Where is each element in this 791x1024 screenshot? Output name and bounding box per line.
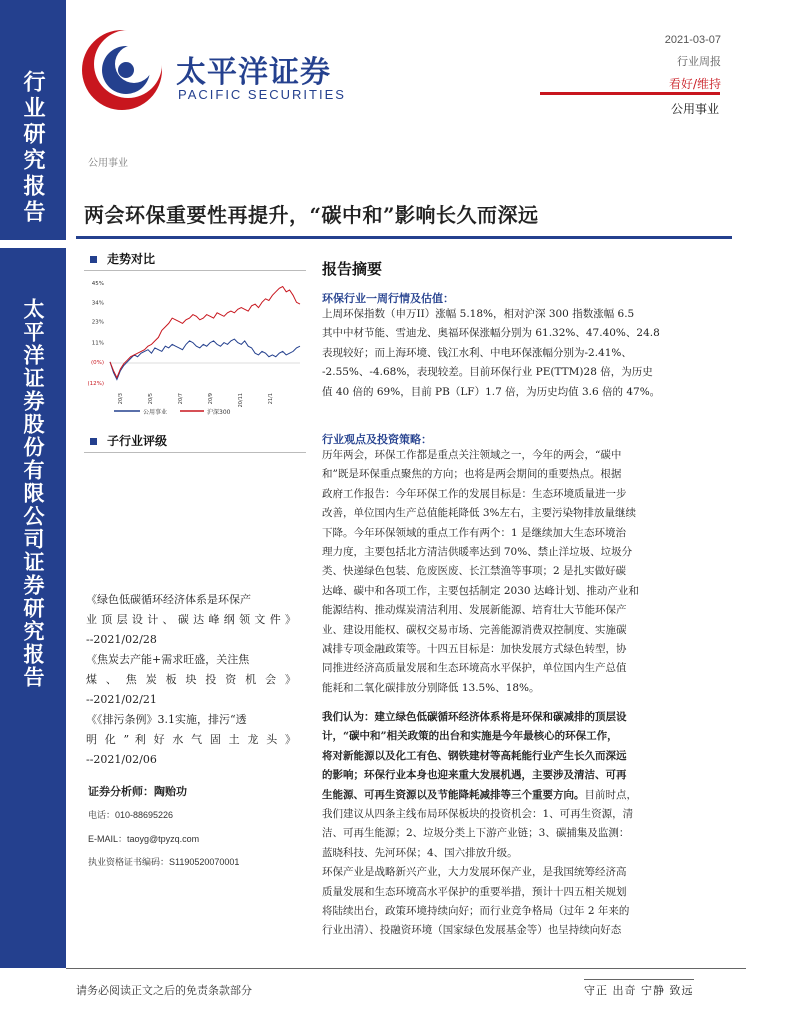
legend-label-hs300: 沪深300 [207,409,231,416]
trend-section-rule [84,270,306,271]
text-line: 环保产业是战略新兴产业，大力发展环保产业，是我国统筹经济高 [322,866,627,879]
text-line: 将陆续出台，政策环境持续向好；而行业竞争格局（过年 2 年来的 [322,905,630,918]
report-date: --2021/02/06 [86,753,157,766]
y-tick-label: 11% [91,340,104,347]
x-tick-label: 20/7 [178,393,184,405]
series-line-hs300 [110,287,300,378]
sub-rating-section-label: 子行业评级 [90,432,167,449]
title-rule [76,236,732,239]
text-line: 改善，单位国内生产总值能耗降低 3%左右，主要污染物排放量继续 [322,507,636,520]
header-industry: 公用事业 [670,102,719,116]
text-line: 能源结构、推动煤炭清洁利用、发展新能源、培育壮大节能环保产 [322,604,627,617]
mixed-text-line [322,786,724,805]
report-title-line: 《《排污条例》3.1实施，排污“透 [86,713,247,726]
report-title-line: 《绿色低碳循环经济体系是环保产 [86,593,251,606]
text-line: 其中中材节能、雪迪龙、奥福环保涨幅分别为 61.32%、47.40%、24.8 [322,327,660,340]
strategy-paragraph [322,446,724,698]
brand-name-en: PACIFIC SECURITIES [178,87,346,102]
report-item[interactable] [86,710,296,770]
bold-text-line: 我们认为：建立绿色低碳循环经济体系将是环保和碳减排的顶层设 [322,711,627,723]
x-tick-label: 20/3 [118,393,124,405]
text-line: 我们建议从四条主线布局环保板块的投资机会：1、可再生资源，清 [322,808,634,821]
bullet-square-icon [90,438,97,445]
text-line: 和”既是环保重点聚焦的方向；也将是两会期间的重要热点。根据 [322,468,622,481]
report-title-line: 《焦炭去产能+需求旺盛，关注焦 [86,653,250,666]
sidebar-top-text: 行业研究报告 [20,70,46,226]
text-line: 政府工作报告：今年环保工作的发展目标是：生态环境质量进一步 [322,487,627,500]
report-date: 2021-03-07 [664,34,721,46]
analyst-email[interactable]: E-MAIL：taoyg@tpyzq.com [88,834,200,844]
text-line: 同推进经济高质量发展和生态环境高水平保护，单位国内生产总值 [322,662,627,675]
bold-text-line: 计，“碳中和”相关政策的出台和实施是今年最核心的环保工作， [322,730,618,743]
footer-motto: 守正 出奇 宁静 致远 [584,979,694,998]
text-line: 能耗和二氧化碳排放分别降低 13.5%、18%。 [322,681,540,694]
text-line: 表现较好；而上海环境、钱江水利、中电环保涨幅分别为-2.41%、 [322,346,632,359]
header-red-rule [540,92,720,95]
related-reports [86,590,296,770]
analyst-license: 执业资格证书编码：S1190520070001 [88,857,240,867]
series-line-utilities [110,339,300,379]
x-tick-label: 20/11 [238,393,244,408]
sidebar-bottom-text: 太平洋证券股份有限公司证券研究报告 [21,298,46,689]
text-line: 洁、可再生能源；2、垃圾分类上下游产业链；3、碳捕集及监测： [322,827,630,840]
text-line: 历年两会，环保工作都是重点关注领域之一，今年的两会，“碳中 [322,449,622,461]
text-line: 达峰、碳中和各项工作，主要包括制定 2030 达峰计划、推动产业和 [322,584,639,597]
text-line: 类、快递绿色包装、危废医废、长江禁渔等事项；2 是扎实做好碳 [322,565,627,578]
trend-chart [80,275,310,425]
footer-disclaimer: 请务必阅读正文之后的免责条款部分 [76,984,252,997]
market-paragraph [322,305,724,402]
report-title-line: 煤 、 焦 炭 板 块 投 资 机 会 》 [86,673,296,686]
x-tick-label: 21/1 [268,393,274,405]
footer-rule [66,968,746,969]
report-date: --2021/02/21 [86,693,157,706]
text-line: 理力度，主要包括北方清洁供暖率达到 70%、禁止洋垃圾、垃圾分 [322,546,633,559]
view-paragraph [322,708,724,941]
legend-label-utilities: 公用事业 [143,409,168,416]
report-date: --2021/02/28 [86,633,157,646]
bold-text-line: 将对新能源以及化工有色、钢铁建材等高耗能行业产生长久而深远 [322,749,627,762]
sub-rating-section-rule [84,452,306,453]
text-line: 质量发展和生态环境高水平保护的重要举措，预计十四五相关规划 [322,885,627,898]
text-line: 值 40 倍的 69%，目前 PB（LF）1.7 倍，为历史均值 3.6 倍的 47%。 [322,385,661,398]
x-tick-label: 20/5 [148,393,154,405]
pacific-securities-logo-icon [76,20,172,116]
bullet-square-icon [90,256,97,263]
report-item[interactable] [86,650,296,710]
bold-span: 生能源、可再生资源以及节能降耗减排等三个重要方向。 [322,788,585,801]
analyst-phone: 电话：010-88695226 [88,810,174,820]
text-line: 蓝晓科技、先河环保；4、国六排放升级。 [322,846,518,859]
text-line: 上周环保指数（申万II）涨幅 5.18%，相对沪深 300 指数涨幅 6.5 [322,308,635,320]
text-line: -2.55%、-4.68%，表现较差。目前环保行业 PE(TTM)28 倍，为历史 [322,366,653,379]
report-title-line: 明 化 ” 利 好 水 气 固 土 龙 头 》 [86,733,296,746]
page-title: 两会环保重要性再提升，“碳中和”影响长久而深远 [84,203,539,227]
y-tick-label: (0%) [90,359,104,366]
report-title-line: 业顶层设计、碳达峰纲领文件》 [86,613,296,626]
text-line: 减排专项金融政策等。十四五目标是：加快发展方式绿色转型，协 [322,643,627,656]
analyst-name: 证券分析师：陶贻功 [88,785,187,798]
brand-name-cn: 太平洋证券 [176,55,331,90]
plain-span: 目前时点， [584,788,637,801]
bold-text-line: 的影响；环保行业本身也迎来重大发展机遇，主要涉及清洁、可再 [322,769,627,782]
text-line: 行业出清）、投融资环境（国家绿色发展基金等）也呈持续向好态 [322,924,622,937]
y-tick-label: 34% [91,300,104,307]
strategy-section-heading: 行业观点及投资策略： [322,433,432,446]
y-tick-label: (12%) [87,381,104,387]
y-tick-label: 23% [91,319,104,326]
market-section-heading: 环保行业一周行情及估值： [322,292,454,305]
abstract-title: 报告摘要 [322,260,383,278]
industry-rating: 看好/维持 [668,77,721,91]
x-tick-label: 20/9 [208,393,214,405]
report-type: 行业周报 [677,55,721,68]
trend-section-label: 走势对比 [90,250,155,267]
text-line: 下降。今年环保领域的重点工作有两个：1 是继续加大生态环境治 [322,526,627,539]
text-line: 业、建设用能权、碳权交易市场、完善能源消费双控制度、实施碳 [322,623,627,636]
report-item[interactable] [86,590,296,650]
sector-label: 公用事业 [88,158,128,169]
y-tick-label: 45% [91,281,104,287]
